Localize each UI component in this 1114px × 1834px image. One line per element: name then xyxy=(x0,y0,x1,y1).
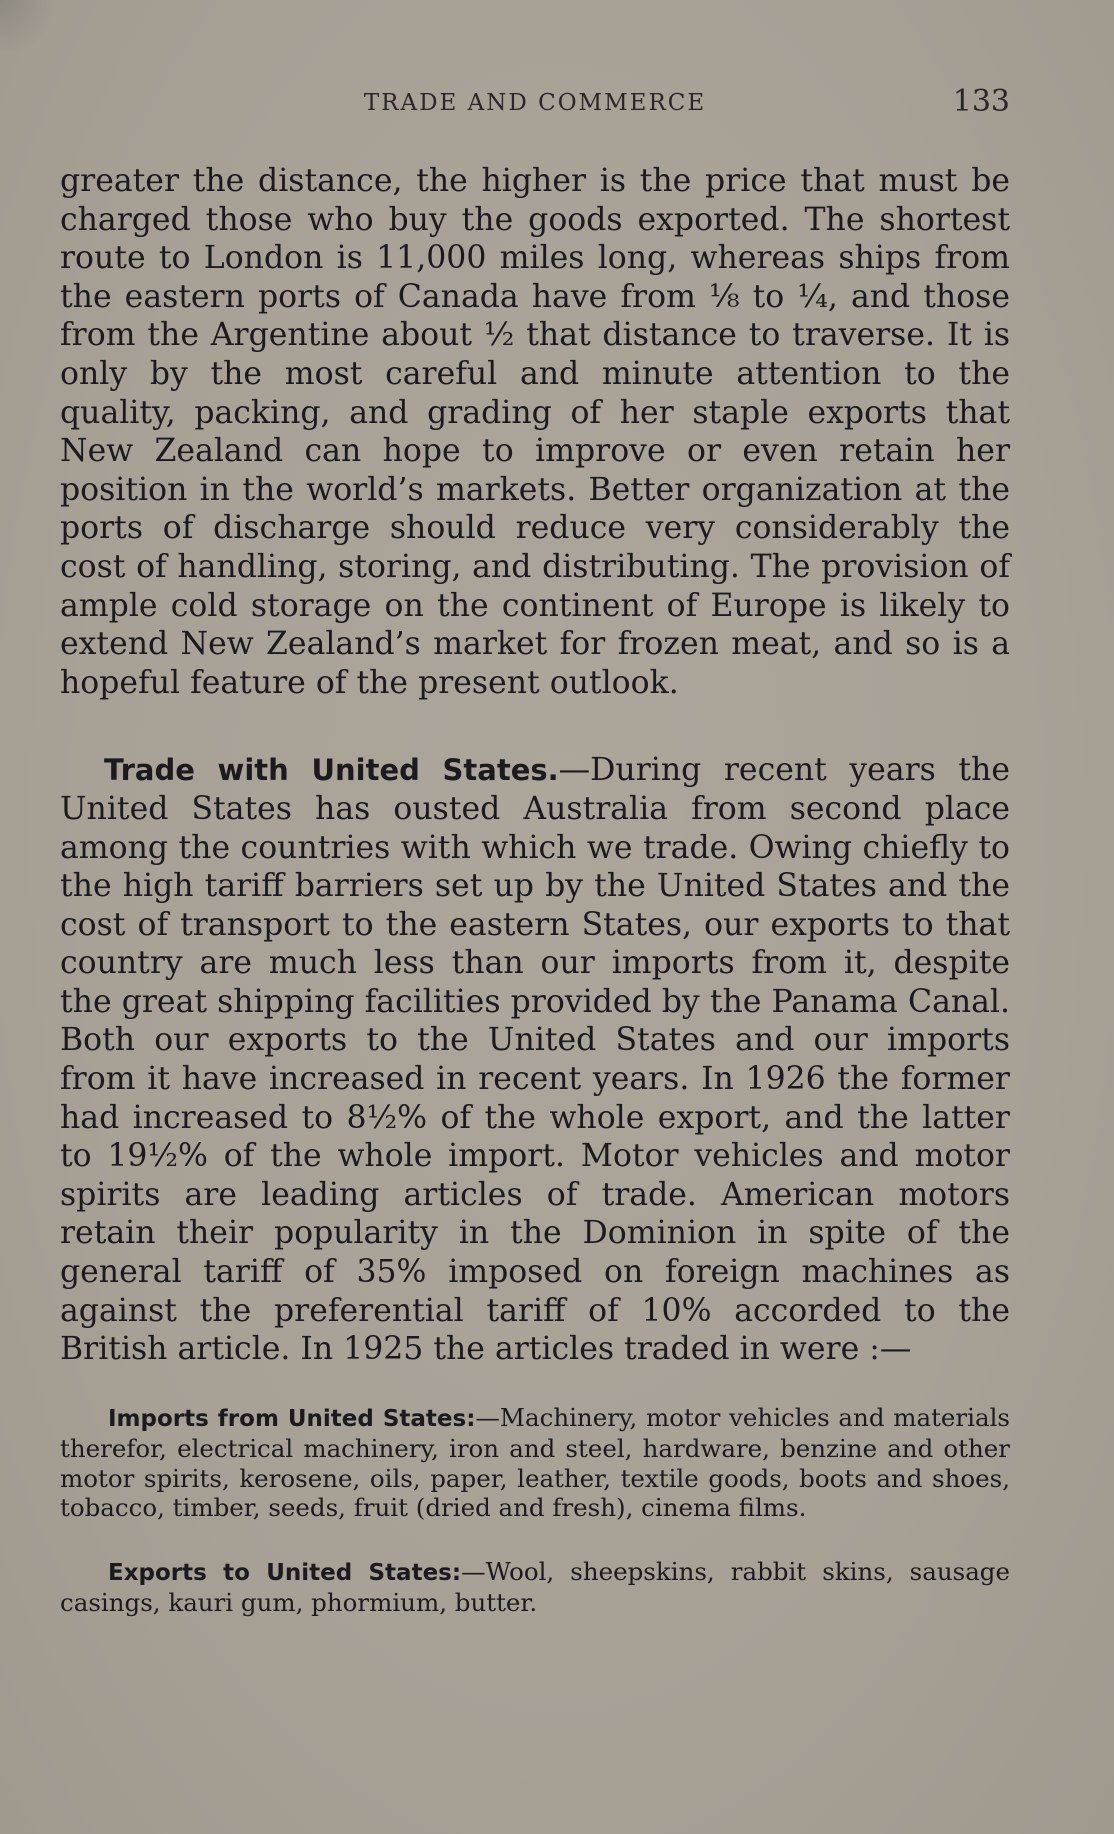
page-number: 133 xyxy=(952,84,1010,119)
imports-text: —Machinery, motor vehicles and materials therefor, electrical machinery, iron and steel, hardware, benzine and other motor spirits, kerosene, oils, paper, leather, textile goods, boots and shoes, tobacco, timber, seeds, fruit (dried and fresh), cinema films. xyxy=(60,1402,1010,1523)
imports-heading: Imports from United States: xyxy=(108,1405,476,1432)
exports-text: —Wool, sheepskins, rabbit skins, sausage casings, kauri gum, phormium, butter. xyxy=(60,1556,1010,1618)
page-corner-shadow xyxy=(0,0,60,50)
page-header xyxy=(60,84,1010,124)
paragraph-continued: greater the distance, the higher is the price that must be charged those who buy the goods exported. The shortest route to London is 11,000 miles long, whereas ships from the eastern ports of Canada have from ⅛ to ¼, and those from the Argentine about ½ that distance to traverse. It is only by the most careful and minute attention to the quality, packing, and grading of her staple exports that New Zealand can hope to improve or even retain her position in the world’s markets. Better organization at the ports of discharge should reduce very considerably the cost of handling, storing, and distributing. The provision of ample cold storage on the continent of Europe is likely to extend New Zealand’s market for frozen meat, and so is a hopeful feature of the present outlook. xyxy=(60,163,1010,701)
body-text xyxy=(60,162,1010,1618)
exports-heading: Exports to United States: xyxy=(108,1559,462,1586)
running-head: TRADE AND COMMERCE xyxy=(363,90,707,116)
section-heading: Trade with United States. xyxy=(104,753,559,788)
exports-list xyxy=(60,1557,1010,1618)
paragraph-text: —During recent years the United States has ousted Australia from second place among the countries with which we trade. Owing chiefly to the high tariff barriers set up by the United States and the cost of transport to the eastern States, our exports to that country are much less than our imports from it, despite the great shipping facilities provided by the Panama Canal. Both our exports to the United States and our imports from it have increased in recent years. In 1926 the former had increased to 8½% of the whole export, and the latter to 19½% of the whole import. Motor vehicles and motor spirits are leading articles of trade. American motors retain their popularity in the Dominion in spite of the general tariff of 35% imposed on foreign machines as against the preferential tariff of 10% accorded to the British article. In 1925 the articles traded in were :— xyxy=(60,752,1010,1368)
imports-list xyxy=(60,1403,1010,1523)
paragraph-trade-united-states xyxy=(60,751,1010,1369)
